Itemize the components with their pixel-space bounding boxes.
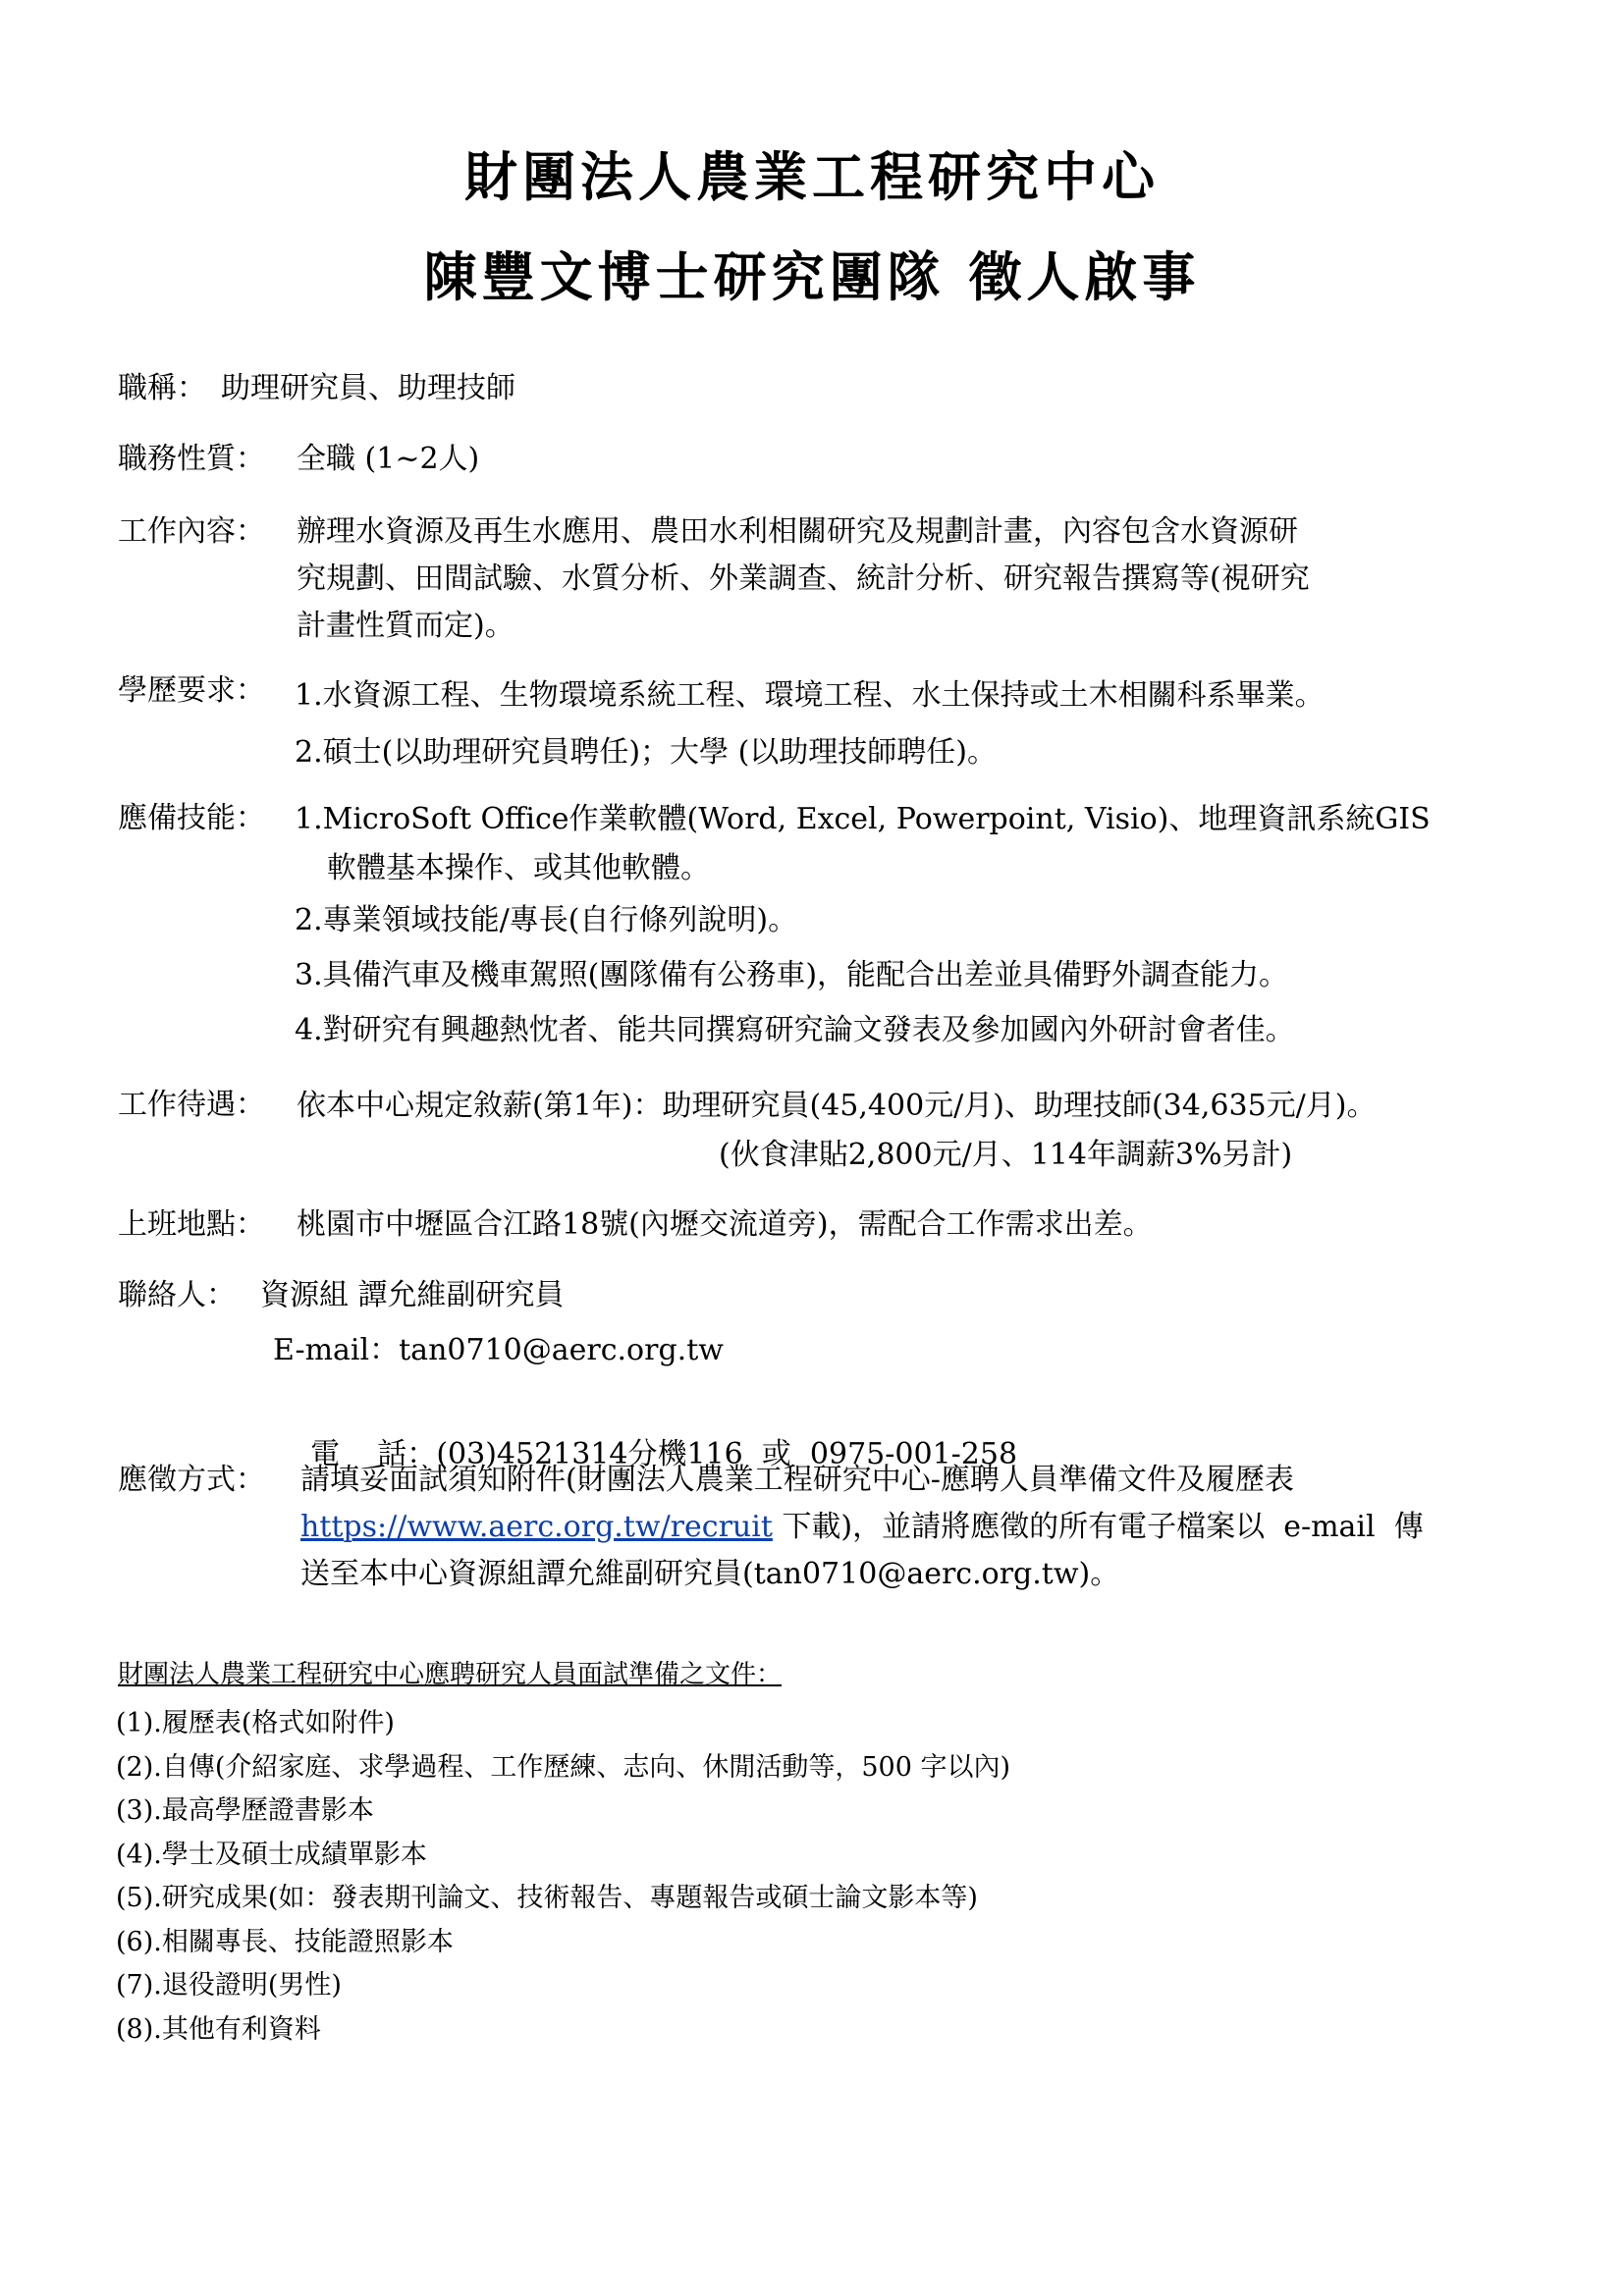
- documents-heading: 財團法人農業工程研究中心應聘研究人員面試準備之文件：: [118, 1660, 783, 1689]
- apply-line: 送至本中心資源組譚允維副研究員(tan0710@aerc.org.tw)。: [300, 1557, 1120, 1591]
- job-content-text: [297, 508, 1310, 650]
- position-value: 助理研究員、助理技師: [221, 371, 515, 405]
- apply-line-rest: 下載)，並請將應徵的所有電子檔案以 e-mail 傳: [782, 1510, 1424, 1544]
- skills-item: 1.MicroSoft Office作業軟體(Word, Excel, Powerpoint, Visio)、地理資訊系統GIS: [295, 802, 1431, 836]
- education-label: 學歷要求：: [118, 673, 265, 708]
- job-content-line: 計畫性質而定)。: [297, 609, 514, 643]
- education-text: [295, 667, 1325, 781]
- salary-line: 依本中心規定敘薪(第1年)：助理研究員(45,400元/月)、助理技師(34,635元/月)。: [297, 1089, 1377, 1123]
- skills-text: [295, 795, 1431, 1058]
- job-content-label: 工作內容：: [118, 514, 265, 549]
- salary-allowance: (伙食津貼2,800元/月、114年調薪3%另計): [719, 1138, 1293, 1172]
- document-item: (3).最高學歷證書影本: [116, 1795, 374, 1826]
- document-item: (8).其他有利資料: [116, 2013, 321, 2045]
- ad-title: 陳豐文博士研究團隊 徵人啟事: [423, 246, 1201, 308]
- apply-line: 請填妥面試須知附件(財團法人農業工程研究中心-應聘人員準備文件及履歷表: [300, 1463, 1294, 1497]
- skills-item: 3.具備汽車及機車駕照(團隊備有公務車)，能配合出差並具備野外調查能力。: [295, 958, 1289, 992]
- document-item: (7).退役證明(男性): [116, 1970, 342, 2001]
- recruit-link[interactable]: https://www.aerc.org.tw/recruit: [300, 1510, 773, 1544]
- contact-email-row: [273, 1327, 724, 1374]
- documents-list: [116, 1702, 1010, 2052]
- apply-label: 應徵方式：: [118, 1463, 265, 1497]
- skills-item: 4.對研究有興趣熱忱者、能共同撰寫研究論文發表及參加國內外研討會者佳。: [295, 1013, 1295, 1047]
- education-line: 1.水資源工程、生物環境系統工程、環境工程、水土保持或土木相關科系畢業。: [295, 678, 1325, 713]
- document-item: (4).學士及碩士成績單影本: [116, 1839, 427, 1870]
- job-content-line: 辦理水資源及再生水應用、農田水利相關研究及規劃計畫，內容包含水資源研: [297, 514, 1298, 549]
- job-type-label: 職務性質：: [118, 442, 265, 476]
- location-label: 上班地點：: [118, 1207, 265, 1242]
- contact-label: 聯絡人：: [118, 1278, 236, 1312]
- document-item: (1).履歷表(格式如附件): [116, 1708, 395, 1738]
- position-label: 職稱：: [118, 371, 206, 405]
- location-value: 桃園市中壢區合江路18號(內壢交流道旁)，需配合工作需求出差。: [297, 1207, 1153, 1242]
- document-item: (6).相關專長、技能證照影本: [116, 1926, 454, 1957]
- skills-item: 軟體基本操作、或其他軟體。: [327, 851, 710, 885]
- skills-label: 應備技能：: [118, 801, 265, 835]
- salary-text: [297, 1082, 1376, 1180]
- apply-line: [300, 1504, 1424, 1551]
- salary-label: 工作待遇：: [118, 1088, 265, 1122]
- org-title: 財團法人農業工程研究中心: [464, 146, 1160, 208]
- contact-phone: (03)4521314分機116 或 0975-001-258: [436, 1437, 1018, 1471]
- job-type-value: 全職 (1~2人): [297, 442, 480, 476]
- contact-name: 資源組 譚允維副研究員: [260, 1278, 565, 1312]
- contact-email[interactable]: tan0710@aerc.org.tw: [399, 1333, 724, 1367]
- apply-text: [300, 1457, 1424, 1598]
- skills-item: 2.專業領域技能/專長(自行條列說明)。: [295, 903, 798, 937]
- phone-label: 電 話：: [310, 1437, 437, 1471]
- job-content-line: 究規劃、田間試驗、水質分析、外業調查、統計分析、研究報告撰寫等(視研究: [297, 561, 1310, 596]
- email-label: E-mail：: [273, 1333, 400, 1367]
- education-line: 2.碩士(以助理研究員聘任)；大學 (以助理技師聘任)。: [295, 735, 997, 770]
- document-item: (5).研究成果(如：發表期刊論文、技術報告、專題報告或碩士論文影本等): [116, 1883, 978, 1913]
- document-item: (2).自傳(介紹家庭、求學過程、工作歷練、志向、休閒活動等，500 字以內): [116, 1751, 1011, 1783]
